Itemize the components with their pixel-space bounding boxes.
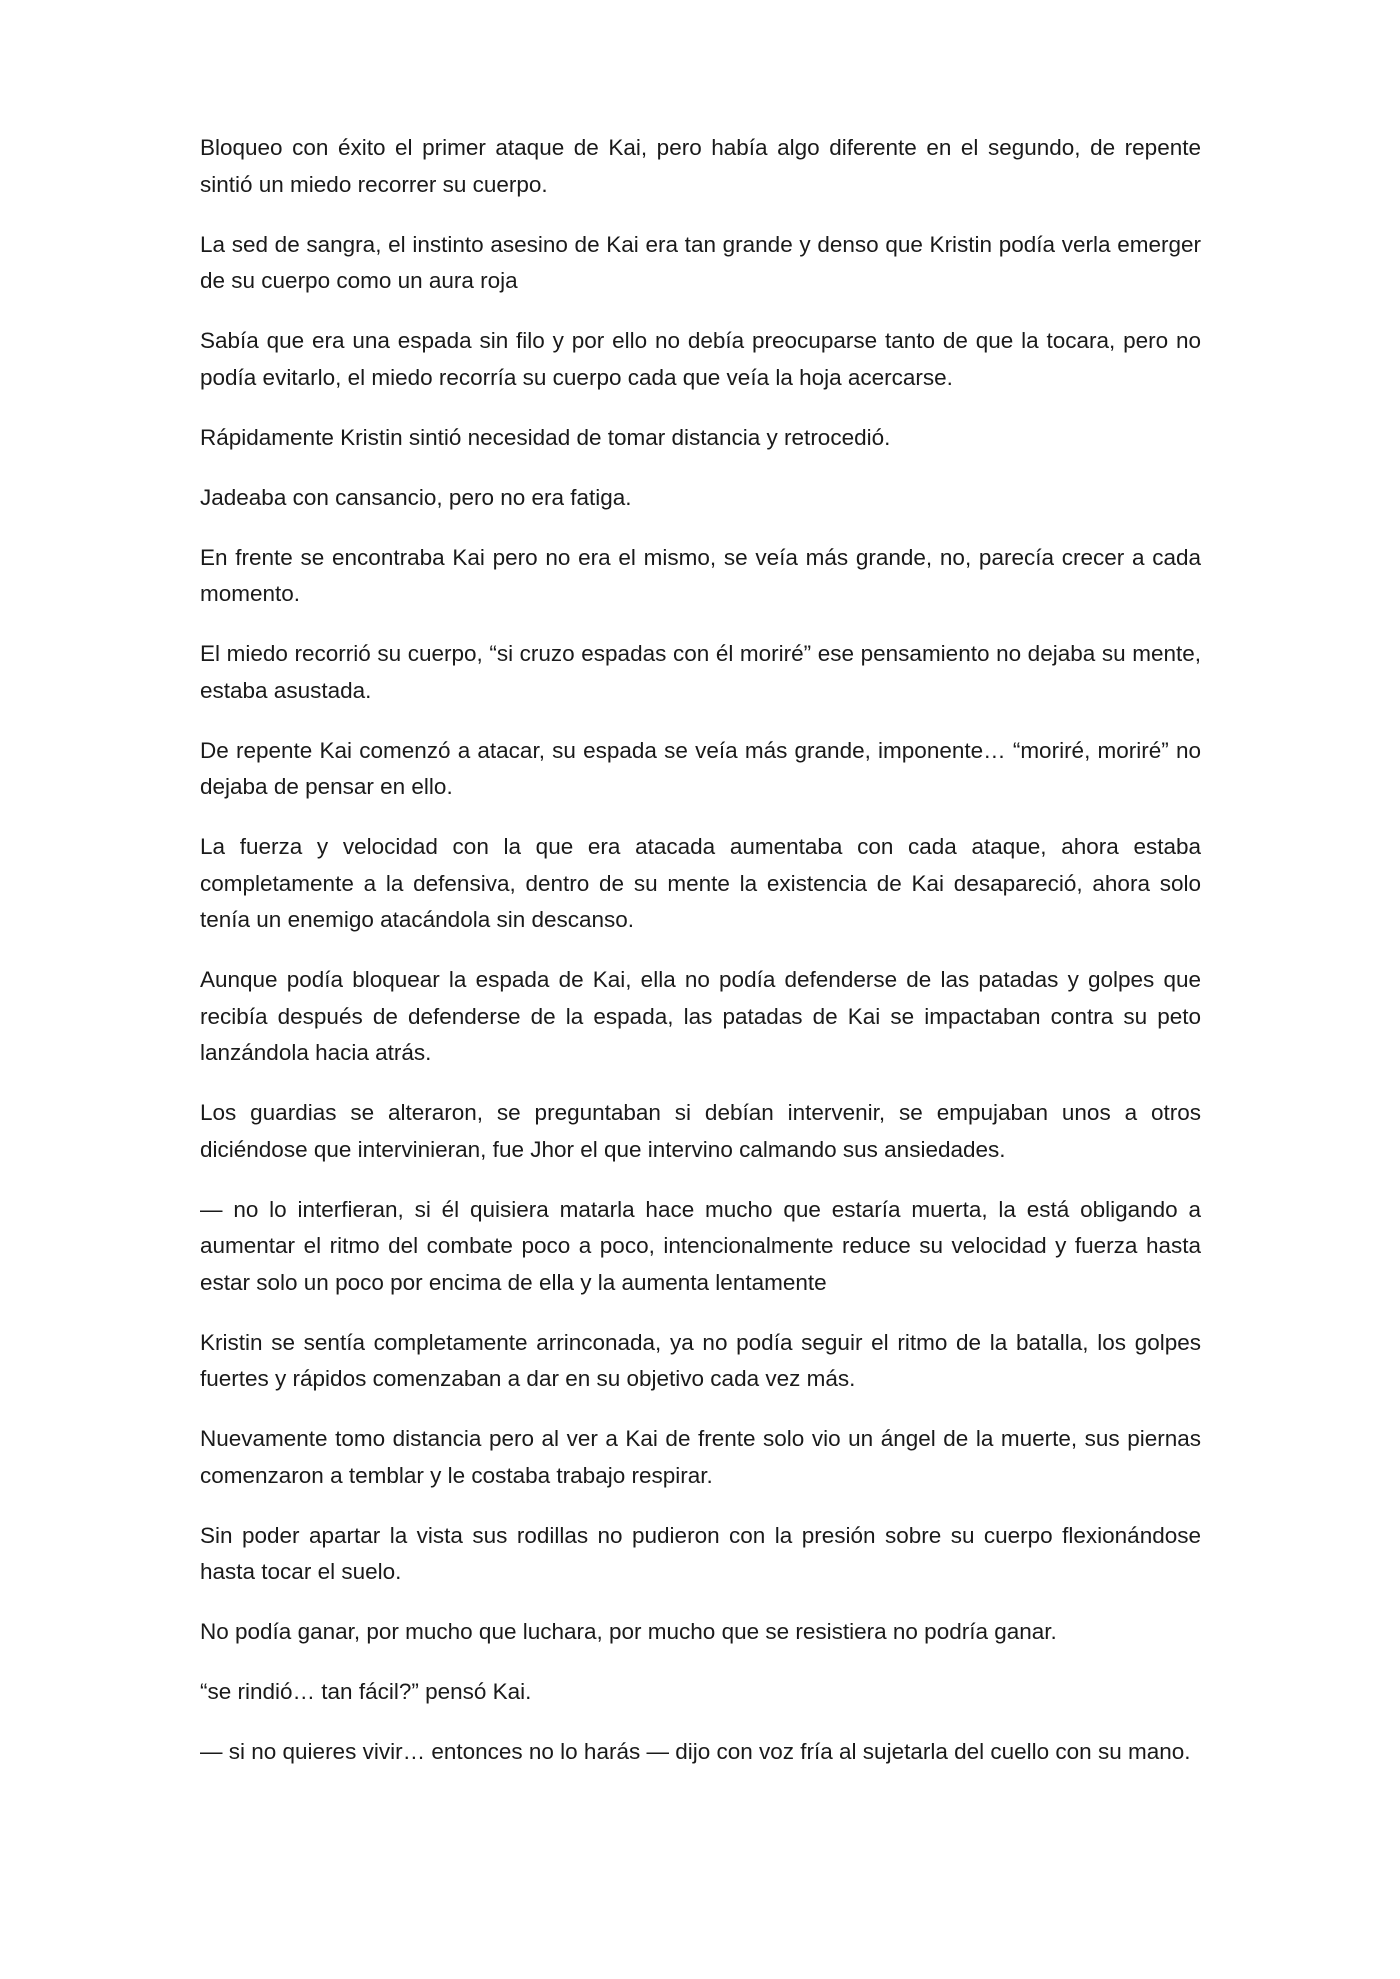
paragraph-12: — no lo interfieran, si él quisiera matarla hace mucho que estaría muerta, la está obligando a aumentar el ritmo del combate poco a poco, intencionalmente reduce su velocidad y fuerza hasta estar solo un poco por encima de ella y la aumenta lentamente [200,1196,1201,1295]
paragraph-15: Sin poder apartar la vista sus rodillas no pudieron con la presión sobre su cuerpo flexionándose hasta tocar el suelo. [200,1522,1201,1584]
paragraph-6: En frente se encontraba Kai pero no era el mismo, se veía más grande, no, parecía crecer a cada momento. [200,544,1201,606]
paragraph-18: — si no quieres vivir… entonces no lo harás — dijo con voz fría al sujetarla del cuello con su mano. [200,1739,1191,1764]
paragraph-3: Sabía que era una espada sin filo y por ello no debía preocuparse tanto de que la tocara, pero no podía evitarlo, el miedo recorría su cuerpo cada que veía la hoja acercarse. [200,328,1201,390]
paragraph-5: Jadeaba con cansancio, pero no era fatiga. [200,484,632,510]
document-body [200,130,1201,1794]
paragraph-17: “se rindió… tan fácil?” pensó Kai. [200,1679,532,1704]
paragraph-16: No podía ganar, por mucho que luchara, por mucho que se resistiera no podría ganar. [200,1619,1057,1644]
paragraph-9: La fuerza y velocidad con la que era atacada aumentaba con cada ataque, ahora estaba completamente a la defensiva, dentro de su mente la existencia de Kai desapareció, ahora solo tenía un enemigo atacándola sin descanso. [200,834,1201,932]
paragraph-2: La sed de sangra, el instinto asesino de Kai era tan grande y denso que Kristin podía verla emerger de su cuerpo como un aura roja [200,231,1201,293]
paragraph-14: Nuevamente tomo distancia pero al ver a Kai de frente solo vio un ángel de la muerte, sus piernas comenzaron a temblar y le costaba trabajo respirar. [200,1426,1201,1488]
paragraph-1: Bloqueo con éxito el primer ataque de Kai, pero había algo diferente en el segundo, de repente sintió un miedo recorrer su cuerpo. [200,135,1201,197]
paragraph-4: Rápidamente Kristin sintió necesidad de tomar distancia y retrocedió. [200,424,891,450]
paragraph-10: Aunque podía bloquear la espada de Kai, ella no podía defenderse de las patadas y golpes que recibía después de defenderse de la espada, las patadas de Kai se impactaban contra su peto lanzándola hacia atrás. [200,967,1201,1065]
paragraph-8: De repente Kai comenzó a atacar, su espada se veía más grande, imponente… “moriré, moriré” no dejaba de pensar en ello. [200,737,1201,799]
paragraph-7: El miedo recorrió su cuerpo, “si cruzo espadas con él moriré” ese pensamiento no dejaba su mente, estaba asustada. [200,641,1201,703]
paragraph-11: Los guardias se alteraron, se preguntaban si debían intervenir, se empujaban unos a otros diciéndose que intervinieran, fue Jhor el que intervino calmando sus ansiedades. [200,1100,1201,1162]
paragraph-13: Kristin se sentía completamente arrinconada, ya no podía seguir el ritmo de la batalla, los golpes fuertes y rápidos comenzaban a dar en su objetivo cada vez más. [200,1329,1201,1391]
